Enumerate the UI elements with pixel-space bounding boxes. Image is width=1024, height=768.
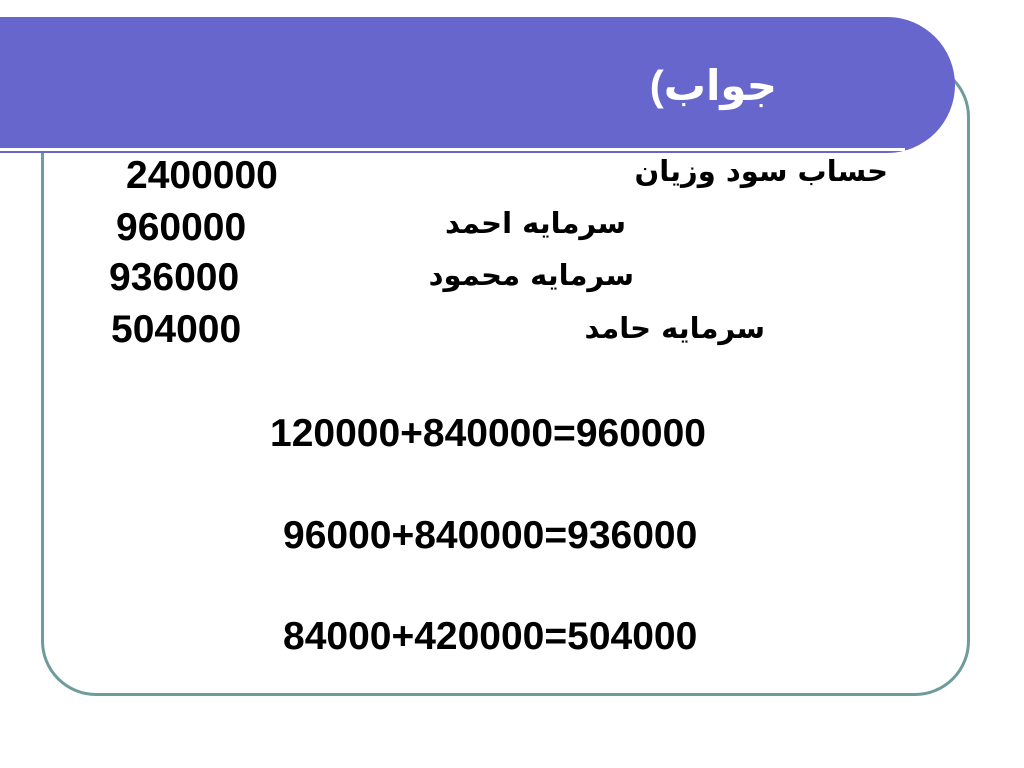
row-label-profit-loss: حساب سود وزیان	[634, 154, 888, 188]
row-value-mahmoud-capital: 936000	[109, 256, 240, 299]
row-value-ahmad-capital: 960000	[116, 206, 247, 249]
row-label-ahmad-capital: سرمایه احمد	[444, 206, 626, 240]
equation-ahmad: 120000+840000=960000	[270, 412, 706, 455]
equation-hamed: 84000+420000=504000	[283, 615, 698, 658]
slide-title: جواب)	[649, 62, 777, 109]
row-label-hamed-capital: سرمایه حامد	[584, 311, 765, 345]
title-underline	[0, 148, 905, 151]
title-bar	[0, 17, 955, 153]
row-value-profit-loss: 2400000	[126, 154, 278, 197]
row-label-mahmoud-capital: سرمایه محمود	[428, 258, 634, 292]
row-value-hamed-capital: 504000	[111, 308, 242, 351]
equation-mahmoud: 96000+840000=936000	[283, 514, 698, 557]
